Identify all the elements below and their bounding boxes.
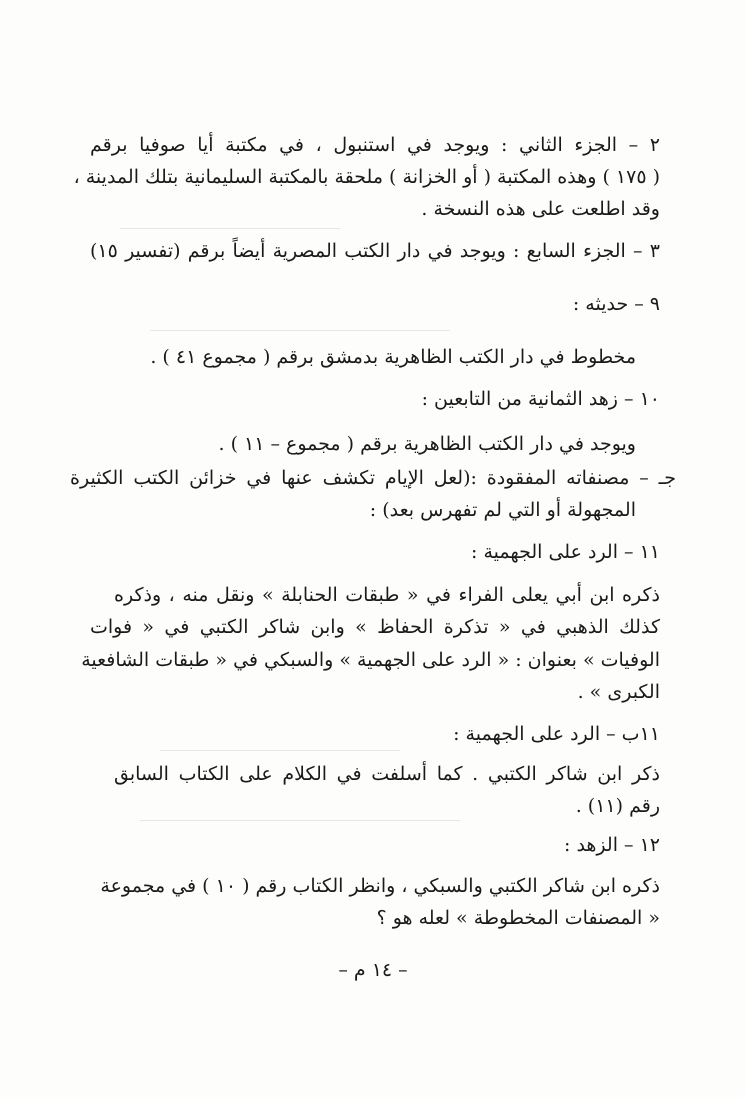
page-number: – ١٤ م –: [338, 959, 408, 981]
text-line-14: الوفيات » بعنوان : « الرد على الجهمية » والسبكي في « طبقات الشافعية: [81, 649, 660, 671]
text-line-13: كذلك الذهبي في « تذكرة الحفاظ » وابن شاكر الكتبي في « فوات: [90, 616, 660, 638]
text-line-21: « المصنفات المخطوطة » لعله هو ؟: [376, 907, 660, 929]
text-line-10: المجهولة أو التي لم تفهرس بعد) :: [369, 499, 636, 521]
text-line-2: ( ١٧٥ ) وهذه المكتبة ( أو الخزانة ) ملحقة بالمكتبة السليمانية بتلك المدينة ،: [73, 166, 660, 188]
text-line-12: ذكره ابن أبي يعلى الفراء في « طبقات الحنابلة » ونقل منه ، وذكره: [114, 584, 660, 606]
text-line-6: مخطوط في دار الكتب الظاهرية بدمشق برقم ( مجموع ٤١ ) .: [150, 346, 636, 368]
bleed-through-mark: [160, 750, 400, 751]
text-line-8: ويوجد في دار الكتب الظاهرية برقم ( مجموع – ١١ ) .: [218, 433, 636, 455]
bleed-through-mark: [120, 228, 340, 229]
section-heading-10: ١٠ – زهد الثمانية من التابعين :: [421, 388, 660, 410]
text-line-15: الكبرى » .: [577, 681, 660, 703]
text-line-18: رقم (١١) .: [575, 795, 660, 817]
text-line-3: وقد اطلعت على هذه النسخة .: [421, 198, 660, 220]
section-heading-12: ١٢ – الزهد :: [564, 834, 660, 856]
text-line-4: ٣ – الجزء السابع : ويوجد في دار الكتب المصرية أيضاً برقم (تفسير ١٥): [90, 240, 660, 262]
section-heading-11b: ١١ب – الرد على الجهمية :: [453, 723, 660, 745]
section-heading-11: ١١ – الرد على الجهمية :: [471, 541, 660, 563]
bleed-through-mark: [150, 330, 450, 331]
section-heading-jim: جـ – مصنفاته المفقودة :(لعل الإيام تكشف عنها في خزائن الكتب الكثيرة: [70, 467, 676, 489]
bleed-through-mark: [140, 820, 460, 821]
section-heading-9: ٩ – حديثه :: [572, 293, 660, 315]
text-line-1: ٢ – الجزء الثاني : ويوجد في استنبول ، في مكتبة أيا صوفيا برقم: [90, 134, 660, 156]
text-line-17: ذكر ابن شاكر الكتبي . كما أسلفت في الكلام على الكتاب السابق: [114, 763, 660, 785]
text-line-20: ذكره ابن شاكر الكتبي والسبكي ، وانظر الكتاب رقم ( ١٠ ) في مجموعة: [100, 875, 660, 897]
